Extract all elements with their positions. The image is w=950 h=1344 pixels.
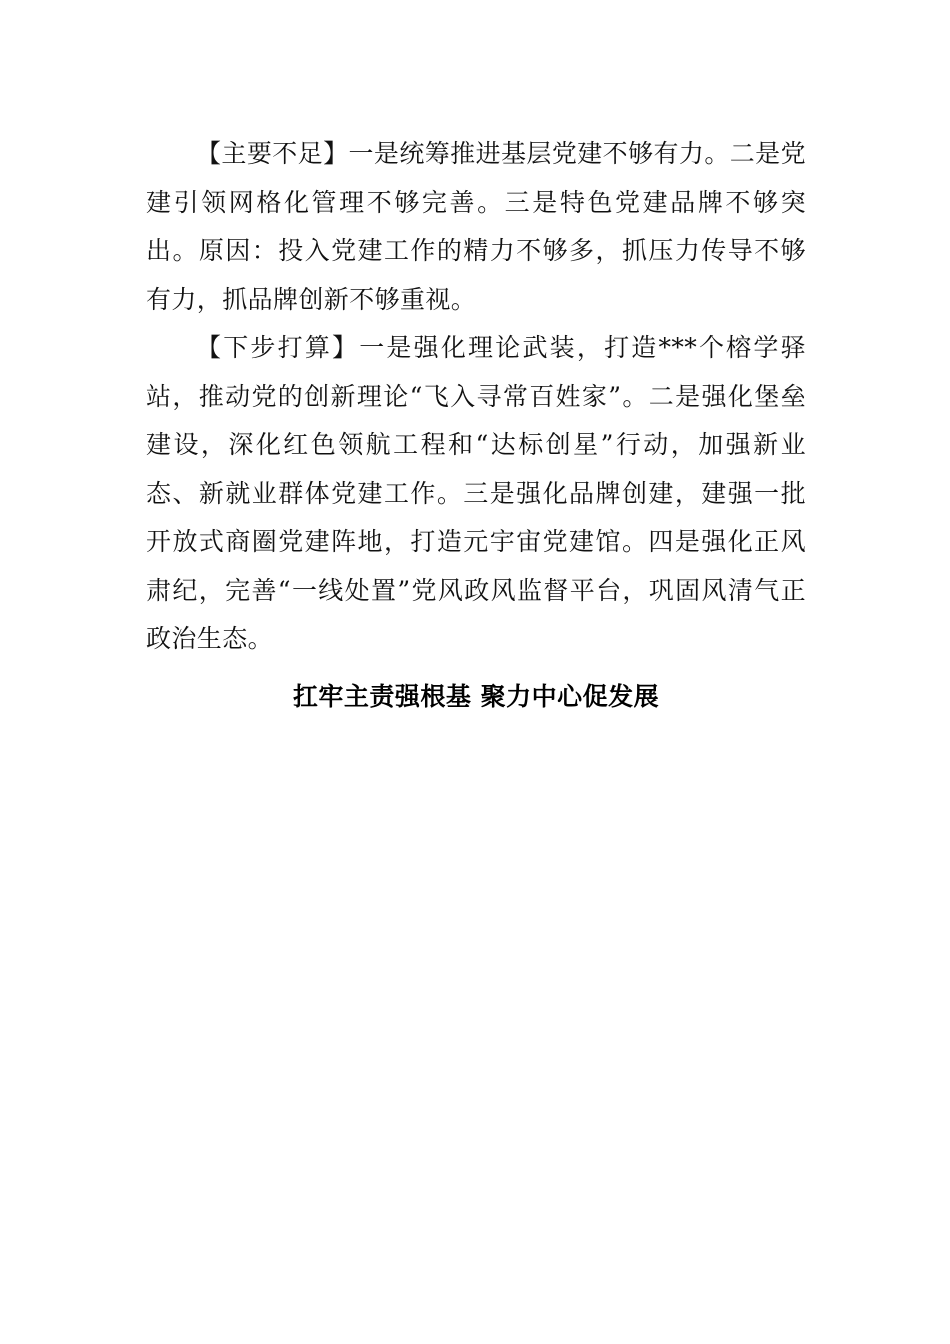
section-heading: 扛牢主责强根基 聚力中心促发展: [292, 681, 660, 711]
paragraph-next-steps: 【下步打算】一是强化理论武装，打造***个榕学驿站，推动党的创新理论“飞入寻常百姓家”。二是强化堡垒建设，深化红色领航工程和“达标创星”行动，加强新业态、新就业群体党建工作。三是强化品牌创建，建强一批开放式商圈党建阵地，打造元宇宙党建馆。四是强化正风肃纪，完善“一线处置”党风政风监督平台，巩固风清气正政治生态。: [146, 333, 806, 653]
paragraph-shortcomings: 【主要不足】一是统筹推进基层党建不够有力。二是党建引领网格化管理不够完善。三是特色党建品牌不够突出。原因：投入党建工作的精力不够多，抓压力传导不够有力，抓品牌创新不够重视。: [146, 139, 806, 314]
document-body: [146, 130, 806, 721]
